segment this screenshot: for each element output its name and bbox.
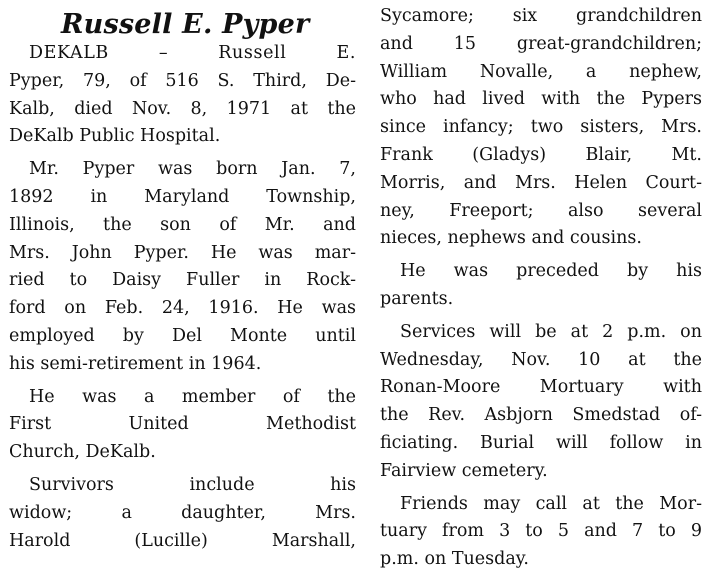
text-line: Wednesday, Nov. 10 at the	[380, 349, 702, 370]
text-line: Survivors include his	[29, 474, 356, 495]
text-line: Services will be at 2 p.m. on	[400, 321, 702, 342]
text-line: ried to Daisy Fuller in Rock-	[9, 270, 356, 291]
obituary-headline: Russell E. Pyper	[61, 9, 310, 40]
text-line: DEKALB – Russell E.	[29, 43, 356, 63]
text-line: Sycamore; six grandchildren	[380, 6, 702, 26]
text-line: 1892 in Maryland Township,	[9, 186, 356, 207]
text-line: p.m. on Tuesday.	[380, 549, 529, 570]
left-column-text	[9, 40, 356, 555]
text-line: his semi-retirement in 1964.	[9, 353, 262, 374]
text-line: parents.	[380, 288, 454, 309]
left-column	[9, 0, 356, 555]
text-line: ney, Freeport; also several	[380, 200, 702, 221]
text-line: Pyper, 79, of 516 S. Third, De-	[9, 70, 356, 91]
text-line: ford on Feb. 24, 1916. He was	[9, 298, 356, 319]
text-line: ficiating. Burial will follow in	[380, 432, 702, 453]
text-line: Mr. Pyper was born Jan. 7,	[29, 159, 356, 180]
text-line: Fairview cemetery.	[380, 460, 548, 481]
text-line: who had lived with the Pypers	[380, 89, 702, 110]
text-line: Church, DeKalb.	[9, 442, 156, 463]
text-line: Illinois, the son of Mr. and	[9, 214, 356, 235]
text-line: He was a member of the	[29, 386, 356, 407]
text-line: since infancy; two sisters, Mrs.	[380, 117, 702, 138]
text-line: and 15 great-grandchildren;	[380, 33, 702, 54]
text-line: nieces, nephews and cousins.	[380, 228, 642, 249]
text-line: Frank (Gladys) Blair, Mt.	[380, 144, 702, 165]
text-line: Ronan-Moore Mortuary with	[380, 377, 702, 398]
text-line: First United Methodist	[9, 414, 356, 435]
text-line: William Novalle, a nephew,	[380, 61, 702, 82]
text-line: the Rev. Asbjorn Smedstad of-	[380, 405, 702, 426]
text-line: Morris, and Mrs. Helen Court-	[380, 172, 702, 193]
text-line: widow; a daughter, Mrs.	[9, 502, 356, 523]
text-line: He was preceded by his	[400, 261, 702, 282]
text-line: Mrs. John Pyper. He was mar-	[9, 242, 356, 263]
text-line: employed by Del Monte until	[9, 325, 356, 346]
text-line: Kalb, died Nov. 8, 1971 at the	[9, 98, 356, 119]
text-line: Harold (Lucille) Marshall,	[9, 530, 356, 551]
text-line: tuary from 3 to 5 and 7 to 9	[380, 521, 702, 542]
right-column-text	[380, 3, 702, 574]
text-line: Friends may call at the Mor-	[400, 493, 702, 514]
right-column	[380, 0, 702, 574]
text-line: DeKalb Public Hospital.	[9, 126, 221, 147]
